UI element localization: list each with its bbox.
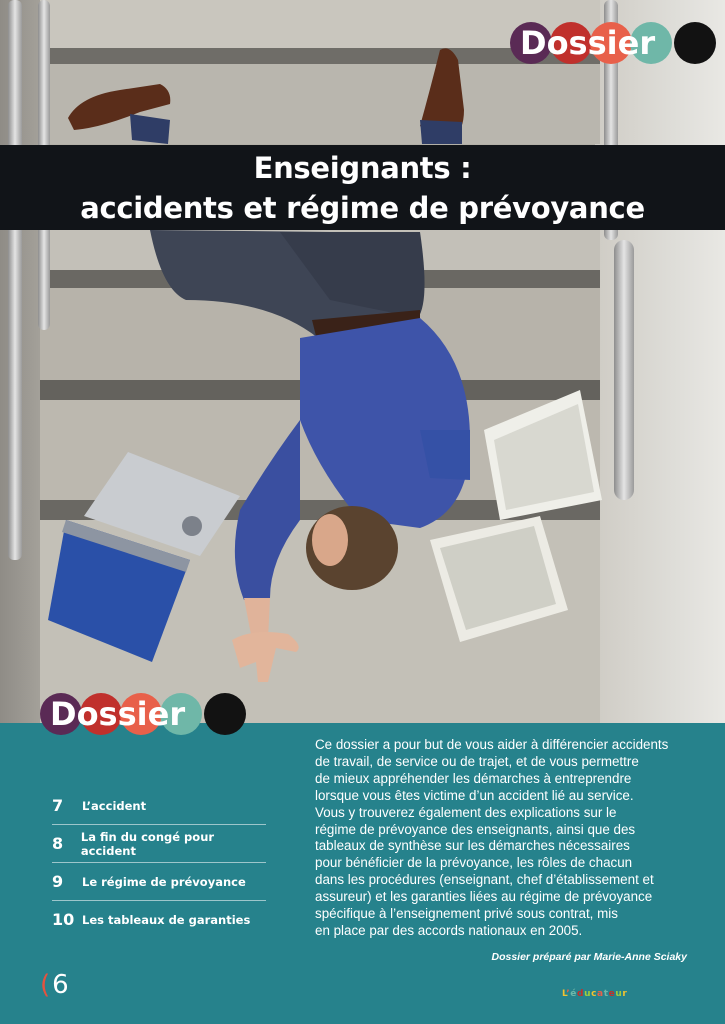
- toc-label: Les tableaux de garanties: [82, 912, 251, 927]
- intro-line: Ce dossier a pour but de vous aider à différencier accidents: [315, 737, 669, 752]
- page-title-line-1: Enseignants :: [253, 150, 472, 185]
- intro-line: régime de prévoyance des enseignants, ainsi que des: [315, 821, 636, 837]
- badge-word: Dossier: [50, 695, 186, 733]
- intro-line: pour bénéficier de la prévoyance, les rôles de chacun: [315, 855, 633, 871]
- page-number-bracket: (: [40, 970, 51, 1000]
- intro-line: assureur) et les garanties liées au régime de prévoyance: [315, 889, 653, 905]
- title-band: [0, 145, 725, 230]
- toc-label: L’accident: [82, 798, 147, 813]
- toc-item[interactable]: [52, 825, 266, 863]
- intro-line: tableaux de synthèse sur les démarches nécessaires: [315, 838, 630, 854]
- toc-page-number: 10: [52, 910, 75, 929]
- intro-line: de mieux appréhender les démarches à entreprendre: [315, 770, 632, 786]
- logo-letter: e: [608, 989, 616, 999]
- toc-page-number: 9: [52, 872, 64, 891]
- page-title-line-2: accidents et régime de prévoyance: [80, 190, 645, 225]
- toc-item[interactable]: [52, 901, 266, 938]
- logo-letter: u: [615, 989, 623, 999]
- intro-line: spécifique à l’enseignement privé sous contrat, mis: [315, 906, 618, 922]
- dossier-badge-section: [40, 692, 250, 736]
- toc-item[interactable]: [52, 787, 266, 825]
- logo-letter: u: [584, 989, 592, 999]
- toc-page-number: 7: [52, 796, 64, 815]
- intro-paragraph: [315, 737, 690, 940]
- logo-letter: c: [591, 989, 598, 999]
- logo-letter: ’: [566, 989, 571, 999]
- toc-label: La fin du congé pour accident: [80, 829, 215, 858]
- intro-line: en place par des accords nationaux en 2005.: [315, 922, 583, 938]
- toc-label: Le régime de prévoyance: [82, 874, 246, 889]
- publication-logo: [562, 989, 627, 999]
- logo-letter: a: [597, 989, 604, 999]
- page-number-value: 6: [52, 970, 69, 1000]
- logo-letter: r: [622, 989, 628, 999]
- toc-item[interactable]: [52, 863, 266, 901]
- page-number: [40, 970, 69, 1000]
- badge-dot-5: [674, 22, 716, 64]
- table-of-contents: [52, 787, 266, 938]
- badge-dot-5: [204, 693, 246, 735]
- logo-letter: t: [603, 989, 609, 999]
- intro-line: dans les procédures (enseignant, chef d’établissement et: [315, 872, 654, 888]
- logo-letter: é: [570, 989, 578, 999]
- intro-line: lorsque vous êtes victime d’un accident lié au service.: [315, 787, 634, 803]
- publication-logo-text: [562, 989, 627, 999]
- dossier-badge-header: [510, 21, 720, 65]
- author-credit: Dossier préparé par Marie-Anne Sciaky: [491, 951, 687, 963]
- badge-word: Dossier: [520, 24, 656, 62]
- intro-line: de travail, de service ou de trajet, et de vous permettre: [315, 753, 639, 769]
- logo-letter: d: [577, 989, 585, 999]
- intro-line: Vous y trouverez également des explications sur le: [315, 804, 617, 820]
- toc-page-number: 8: [52, 834, 64, 853]
- logo-letter: L: [562, 989, 567, 999]
